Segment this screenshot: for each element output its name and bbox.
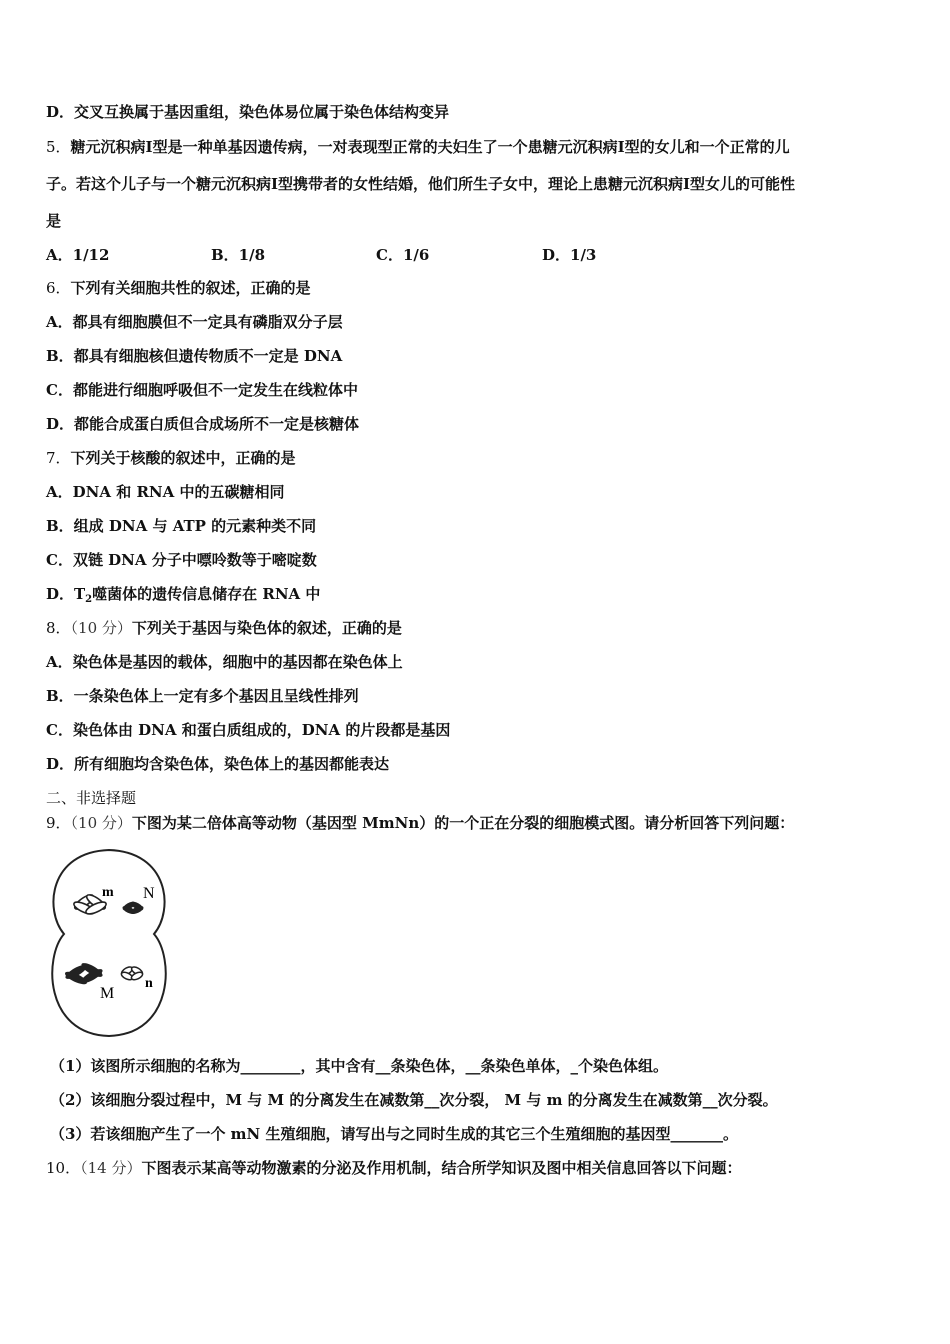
q5-option-d: D．1/3 — [542, 246, 597, 264]
q8-option-c: C．染色体由 DNA 和蛋白质组成的，DNA 的片段都是基因 — [46, 721, 451, 739]
q7-option-d-rest: 噬菌体的遗传信息储存在 RNA 中 — [92, 585, 321, 603]
q6-option-b: B．都具有细胞核但遗传物质不一定是 DNA — [46, 347, 343, 365]
q9-stem-text: 下图为某二倍体高等动物（基因型 MmNn）的一个正在分裂的细胞模式图。请分析回答下列问题： — [131, 814, 795, 832]
section2-title: 二、非选择题 — [46, 789, 137, 807]
q10-stem-text: 下图表示某高等动物激素的分泌及作用机制，结合所学知识及图中相关信息回答以下问题： — [141, 1159, 742, 1177]
q6-number: 6． — [46, 279, 71, 297]
q9-sub3: （3）若该细胞产生了一个 mN 生殖细胞，请写出与之同时生成的其它三个生殖细胞的基因型_______。 — [50, 1125, 738, 1143]
chromosome-n — [120, 965, 143, 981]
q8-option-a: A．染色体是基因的载体，细胞中的基因都在染色体上 — [46, 653, 403, 671]
q5-stem-text1: 糖元沉积病Ⅰ型是一种单基因遗传病，一对表现型正常的夫妇生了一个患糖元沉积病Ⅰ型的女儿和一个正常的儿 — [70, 138, 790, 156]
q5-stem-line2: 子。若这个儿子与一个糖元沉积病Ⅰ型携带者的女性结婚，他们所生子女中，理论上患糖元沉积病Ⅰ型女儿的可能性 — [46, 175, 796, 193]
q8-number: 8． — [46, 619, 71, 637]
q10-points: （14 分） — [80, 1159, 142, 1177]
q5-option-a: A．1/12 — [46, 246, 110, 264]
q7-option-b: B．组成 DNA 与 ATP 的元素种类不同 — [46, 517, 317, 535]
q8-stem-text: 下列关于基因与染色体的叙述，正确的是 — [131, 619, 402, 637]
q7-number: 7． — [46, 449, 71, 467]
q7-option-d-subscript: 2 — [85, 594, 93, 605]
q10-stem — [46, 1158, 741, 1178]
q8-option-d: D．所有细胞均含染色体，染色体上的基因都能表达 — [46, 755, 390, 773]
label-m: m — [102, 885, 114, 900]
q9-points: （10 分） — [70, 814, 132, 832]
q6-option-d: D．都能合成蛋白质但合成场所不一定是核糖体 — [46, 415, 360, 433]
q8-stem — [46, 618, 402, 638]
q7-option-c: C．双链 DNA 分子中嘌呤数等于嘧啶数 — [46, 551, 317, 569]
q8-option-b: B．一条染色体上一定有多个基因且呈线性排列 — [46, 687, 359, 705]
q7-option-d-prefix: D．T — [46, 585, 86, 603]
q5-option-b: B．1/8 — [211, 246, 266, 264]
q9-stem — [46, 813, 794, 833]
label-n: n — [145, 976, 153, 991]
q7-stem — [46, 448, 296, 468]
q5-stem-line1 — [46, 137, 790, 157]
cell-division-figure — [44, 842, 174, 1042]
label-M: M — [100, 985, 115, 1002]
q9-sub1: （1）该图所示细胞的名称为________，其中含有__条染色体，__条染色单体，_个染色体组。 — [50, 1057, 668, 1075]
q7-option-d — [46, 584, 320, 610]
q6-option-c: C．都能进行细胞呼吸但不一定发生在线粒体中 — [46, 381, 358, 399]
q9-sub2: （2）该细胞分裂过程中，M 与 M 的分离发生在减数第__次分裂， M 与 m 的分离发生在减数第__次分裂。 — [50, 1091, 778, 1109]
q10-number: 10． — [46, 1159, 81, 1177]
label-N: N — [143, 885, 155, 902]
cell-membrane — [52, 850, 165, 1036]
q9-number: 9． — [46, 814, 71, 832]
chromosome-M — [63, 961, 104, 987]
q8-points: （10 分） — [70, 619, 132, 637]
chromosome-N — [121, 900, 144, 916]
q5-option-c: C．1/6 — [376, 246, 430, 264]
q5-stem-line3: 是 — [46, 212, 62, 230]
q7-stem-text: 下列关于核酸的叙述中，正确的是 — [70, 449, 296, 467]
q4-option-d: D．交叉互换属于基因重组，染色体易位属于染色体结构变异 — [46, 103, 450, 121]
q7-option-a: A．DNA 和 RNA 中的五碳糖相同 — [46, 483, 285, 501]
q6-option-a: A．都具有细胞膜但不一定具有磷脂双分子层 — [46, 313, 343, 331]
q6-stem — [46, 278, 311, 298]
q6-stem-text: 下列有关细胞共性的叙述，正确的是 — [70, 279, 311, 297]
q5-number: 5． — [46, 138, 71, 156]
